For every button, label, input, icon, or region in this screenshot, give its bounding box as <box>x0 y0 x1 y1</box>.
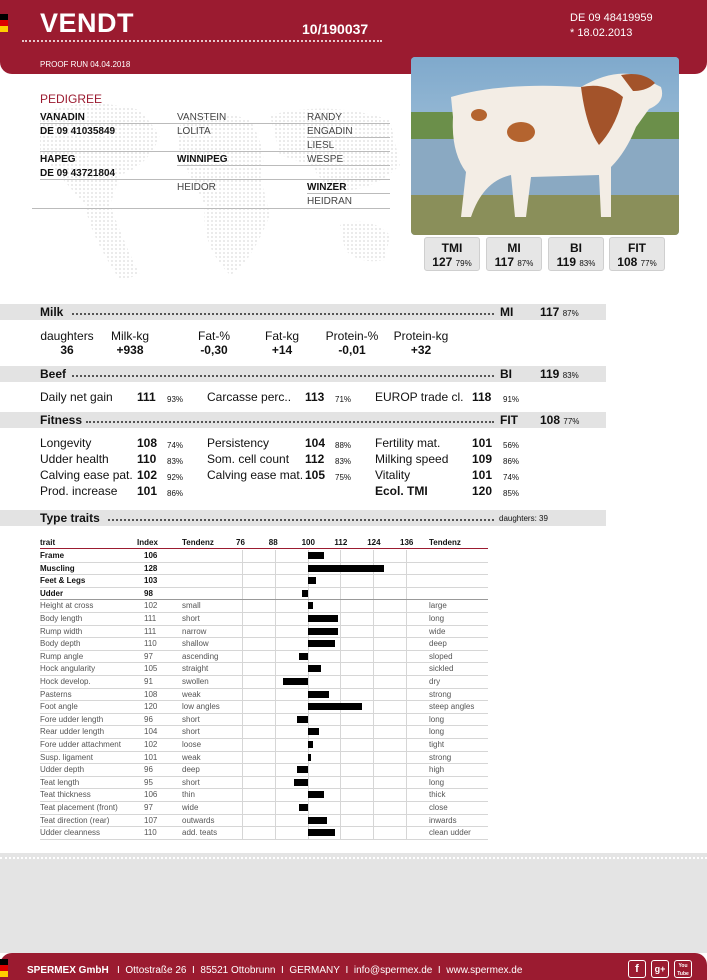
fitness-item-pct: 85% <box>503 489 520 498</box>
fitness-item-pct: 56% <box>503 441 520 450</box>
trait-name: Frame <box>40 551 65 560</box>
index-value: 119 <box>556 255 576 269</box>
scale-tick-label: 100 <box>301 538 315 547</box>
trait-bar <box>297 766 308 773</box>
sire-dam: LOLITA <box>177 125 211 137</box>
tendency-low: shallow <box>182 639 209 649</box>
fitness-item-label: Persistency <box>207 436 270 450</box>
trait-name: Udder depth <box>40 765 85 775</box>
tendency-low: outwards <box>182 815 215 825</box>
index-value: 117 <box>494 255 514 269</box>
trait-index: 108 <box>144 689 158 699</box>
dam-sire-dam: WESPE <box>307 153 344 165</box>
street: Ottostraße 26 <box>125 965 187 976</box>
youtube-icon[interactable]: You Tube <box>674 960 692 978</box>
table-row <box>40 563 488 576</box>
index-pct: 87% <box>517 259 534 268</box>
sire-name: VANADIN <box>40 111 85 123</box>
fitness-item-pct: 92% <box>167 473 184 482</box>
city: 85521 Ottobrunn <box>200 965 276 976</box>
index-value-block <box>610 255 664 269</box>
tendency-high: clean udder <box>429 828 471 838</box>
label: Fat-kg <box>264 329 299 343</box>
section-value-block <box>540 367 579 381</box>
footer <box>0 953 707 980</box>
dot-leader <box>72 313 494 315</box>
bottom-dots <box>0 857 707 859</box>
website-link[interactable]: www.spermex.de <box>446 965 523 976</box>
table-row <box>40 714 488 727</box>
index-box-bi <box>548 237 604 271</box>
table-row <box>40 739 488 752</box>
table-row <box>40 789 488 802</box>
tendency-low: loose <box>182 740 202 749</box>
proof-run: PROOF RUN 04.04.2018 <box>40 60 131 69</box>
bull-photo <box>411 57 679 235</box>
dam-dam-dam: HEIDRAN <box>307 195 353 207</box>
trait-name: Rump width <box>40 626 83 636</box>
table-row <box>40 600 488 613</box>
trait-name: Rear udder length <box>40 727 105 737</box>
milk-fat-kg <box>258 329 306 357</box>
tendency-low: ascending <box>182 651 219 661</box>
fitness-section-bar <box>0 412 606 428</box>
table-row <box>40 726 488 739</box>
label: Milk-kg <box>111 329 149 343</box>
bull-reg-block <box>570 11 653 41</box>
trait-name: Hock develop. <box>40 677 91 686</box>
trait-bar <box>294 779 308 786</box>
value: -0,01 <box>338 343 366 357</box>
fitness-item-value: 101 <box>137 484 158 498</box>
scale-tick-label: 124 <box>367 538 381 547</box>
col-tendency-low-header: Tendenz <box>182 538 214 547</box>
table-row <box>40 651 488 664</box>
section-value: 119 <box>540 367 560 381</box>
fitness-item-label: Som. cell count <box>207 452 290 466</box>
dam-dam-sire: HEIDOR <box>177 181 216 193</box>
divider <box>40 179 390 180</box>
pedigree-row <box>40 110 390 124</box>
trait-bar <box>308 665 322 672</box>
pedigree-row <box>40 166 390 180</box>
pedigree-row <box>40 152 390 166</box>
fitness-item-label: Calving ease pat. <box>40 468 133 482</box>
trait-bar <box>308 741 313 748</box>
divider <box>32 208 390 209</box>
footer-address: SPERMEX GmbH I Ottostraße 26 I 85521 Ottobrunn I GERMANY I info@spermex.de I www.spermex.de <box>27 965 523 976</box>
trait-name: Muscling <box>40 563 75 573</box>
index-value-block <box>487 255 541 269</box>
pedigree-row <box>40 194 390 208</box>
section-value: 117 <box>540 305 560 319</box>
table-row <box>40 550 488 563</box>
table-row <box>40 588 488 601</box>
fitness-item-value: 105 <box>305 468 326 482</box>
beef-item-pct: 91% <box>503 395 520 404</box>
table-row <box>40 827 488 840</box>
trait-index: 97 <box>144 651 153 661</box>
tendency-low: swollen <box>182 677 209 686</box>
col-tendency-high-header: Tendenz <box>429 538 461 547</box>
divider <box>307 193 390 194</box>
tendency-low: wide <box>182 803 199 812</box>
table-row <box>40 613 488 626</box>
milk-daughters <box>40 329 94 357</box>
trait-name: Fore udder length <box>40 714 104 724</box>
sire-sire: VANSTEIN <box>177 111 227 123</box>
index-label: MI <box>507 241 521 255</box>
fitness-item-pct: 86% <box>167 489 184 498</box>
label: Protein-kg <box>393 329 449 343</box>
fitness-item-label: Udder health <box>40 452 109 466</box>
trait-index: 106 <box>144 551 158 560</box>
section-value-block <box>540 413 579 427</box>
section-title: Beef <box>40 367 67 381</box>
bottom-blank-area <box>0 853 707 953</box>
trait-bar <box>308 640 335 647</box>
country: GERMANY <box>289 965 340 976</box>
trait-bar <box>308 628 338 635</box>
pedigree-title: PEDIGREE <box>40 92 103 106</box>
divider <box>40 151 390 152</box>
trait-bar <box>308 552 324 559</box>
section-code: BI <box>500 367 512 381</box>
table-row <box>40 575 488 588</box>
table-row <box>40 815 488 828</box>
fitness-item-value: 102 <box>137 468 158 482</box>
scale-tick-label: 76 <box>236 538 245 547</box>
type-daughters: daughters: 39 <box>499 514 548 523</box>
tendency-low: deep <box>182 765 200 775</box>
section-title: Fitness <box>40 413 83 427</box>
trait-index: 96 <box>144 714 153 724</box>
index-pct: 83% <box>579 259 596 268</box>
tendency-high: wide <box>429 626 446 636</box>
tendency-low: narrow <box>182 626 207 636</box>
milk-milk-kg <box>106 329 154 357</box>
trait-index: 101 <box>144 752 158 762</box>
tendency-high: deep <box>429 639 447 649</box>
table-row <box>40 626 488 639</box>
index-value: 127 <box>432 255 453 269</box>
value: +32 <box>410 343 432 357</box>
trait-name: Rump angle <box>40 651 84 661</box>
trait-bar <box>308 602 313 609</box>
tendency-high: sickled <box>429 664 454 674</box>
trait-bar <box>308 703 363 710</box>
trait-bar <box>297 716 308 723</box>
divider <box>40 123 390 124</box>
tendency-low: short <box>182 777 200 787</box>
milk-section-bar <box>0 304 606 320</box>
section-value-block <box>540 305 579 319</box>
fitness-item-value: 101 <box>472 468 493 482</box>
section-value: 108 <box>540 413 561 427</box>
fitness-item-label: Ecol. TMI <box>375 484 428 498</box>
fitness-item-value: 110 <box>137 452 157 466</box>
fitness-item-value: 104 <box>305 436 326 450</box>
tendency-high: strong <box>429 752 452 762</box>
trait-index: 103 <box>144 576 158 586</box>
table-row <box>40 676 488 689</box>
fitness-item-pct: 74% <box>503 473 520 482</box>
section-code: FIT <box>500 413 518 427</box>
fitness-item-pct: 75% <box>335 473 352 482</box>
sire-dam-sire: ENGADIN <box>307 125 353 137</box>
col-index-header: Index <box>137 538 158 547</box>
trait-bar <box>308 829 335 836</box>
fitness-item-pct: 88% <box>335 441 352 450</box>
tendency-high: sloped <box>429 651 453 661</box>
scale-tick-label: 112 <box>334 538 348 547</box>
index-box-mi <box>486 237 542 271</box>
tendency-high: tight <box>429 740 445 749</box>
beef-item-value: 111 <box>137 390 156 404</box>
reg-number: DE 09 48419959 <box>570 12 653 24</box>
tendency-low: low angles <box>182 702 220 712</box>
beef-item-pct: 71% <box>335 395 352 404</box>
milk-fat-pct <box>188 329 240 357</box>
trait-bar <box>308 565 385 572</box>
fitness-item-label: Calving ease mat. <box>207 468 304 482</box>
tendency-low: weak <box>182 689 201 699</box>
milk-protein-pct <box>323 329 381 357</box>
dam-sire-sire: WINNIPEG <box>177 153 228 165</box>
fitness-item-pct: 83% <box>335 457 352 466</box>
trait-index: 96 <box>144 765 153 775</box>
fitness-item-value: 109 <box>472 452 493 466</box>
google-plus-icon[interactable]: g+ <box>651 960 669 978</box>
section-pct: 87% <box>562 309 579 318</box>
tendency-high: long <box>429 714 445 724</box>
trait-bar <box>308 577 316 584</box>
beef-item-value: 118 <box>472 390 492 404</box>
index-pct: 79% <box>455 259 472 268</box>
fitness-item-label: Milking speed <box>375 452 449 466</box>
company-name: SPERMEX GmbH <box>27 965 109 976</box>
dam-sire-name: HAPEG <box>40 153 76 165</box>
tendency-high: close <box>429 803 448 812</box>
index-value-block <box>425 255 479 269</box>
sire-sire-sire: RANDY <box>307 111 343 123</box>
label: daughters <box>40 329 94 343</box>
tendency-high: large <box>429 601 447 611</box>
trait-index: 104 <box>144 727 158 737</box>
pedigree-row <box>40 180 390 194</box>
beef-item-label: Carcasse perc.. <box>207 390 292 404</box>
beef-section-bar <box>0 366 606 382</box>
trait-bar <box>308 754 311 761</box>
fitness-item-value: 108 <box>137 436 158 450</box>
index-pct: 77% <box>640 259 657 268</box>
index-label: FIT <box>628 241 646 255</box>
trait-bar <box>308 728 319 735</box>
trait-name: Feet & Legs <box>40 576 86 586</box>
trait-bar <box>299 653 307 660</box>
trait-name: Teat thickness <box>40 790 91 800</box>
trait-index: 111 <box>144 614 157 623</box>
table-row <box>40 752 488 765</box>
fitness-item-pct: 86% <box>503 457 520 466</box>
trait-index: 98 <box>144 588 153 598</box>
trait-bar <box>283 678 308 685</box>
pedigree-row <box>40 124 390 138</box>
trait-index: 111 <box>144 626 157 636</box>
tendency-high: strong <box>429 689 452 699</box>
tendency-low: short <box>182 614 200 623</box>
bull-id: 10/190037 <box>302 21 369 37</box>
type-traits-section-bar <box>0 510 606 526</box>
tendency-low: short <box>182 714 200 724</box>
bull-name: VENDT <box>40 8 135 38</box>
index-value-block <box>549 255 603 269</box>
divider <box>307 137 390 138</box>
header-underline <box>40 548 488 549</box>
value: 36 <box>60 343 74 357</box>
beef-item-label: Daily net gain <box>40 390 113 404</box>
pedigree-row <box>40 138 390 152</box>
tendency-high: long <box>429 727 445 737</box>
trait-name: Pasterns <box>40 689 72 699</box>
trait-name: Fore udder attachment <box>40 740 121 749</box>
scale-tick-label: 136 <box>400 538 414 547</box>
section-title: Milk <box>40 305 64 319</box>
tendency-high: inwards <box>429 815 457 825</box>
fitness-item-label: Prod. increase <box>40 484 118 498</box>
trait-name: Foot angle <box>40 702 78 712</box>
fitness-item-value: 112 <box>305 452 325 466</box>
dam-sire-reg: DE 09 43721804 <box>40 167 116 179</box>
table-row <box>40 802 488 815</box>
trait-index: 110 <box>144 639 157 649</box>
header-dots <box>22 40 382 42</box>
facebook-icon[interactable]: f <box>628 960 646 978</box>
sire-dam-dam: LIESL <box>307 139 335 151</box>
beef-item-value: 113 <box>305 390 325 404</box>
fitness-item-value: 120 <box>472 484 493 498</box>
trait-bar <box>308 817 327 824</box>
trait-index: 97 <box>144 803 153 812</box>
tendency-low: add. teats <box>182 828 218 838</box>
index-box-fit <box>609 237 665 271</box>
trait-bar <box>299 804 307 811</box>
trait-name: Susp. ligament <box>40 752 93 762</box>
trait-name: Body length <box>40 614 83 623</box>
table-row <box>40 777 488 790</box>
tendency-high: dry <box>429 677 441 686</box>
table-row <box>40 638 488 651</box>
trait-index: 105 <box>144 664 158 674</box>
trait-index: 107 <box>144 815 158 825</box>
value: +14 <box>271 343 293 357</box>
beef-item-label: EUROP trade cl. <box>375 390 464 404</box>
trait-name: Body depth <box>40 639 81 649</box>
dot-leader <box>72 375 494 377</box>
tendency-low: thin <box>182 790 195 800</box>
section-title: Type traits <box>40 511 100 525</box>
index-label: BI <box>570 241 582 255</box>
dot-leader <box>108 519 494 521</box>
scale-tick-label: 88 <box>268 538 278 547</box>
trait-bar <box>308 691 330 698</box>
birth-date: * 18.02.2013 <box>570 27 633 39</box>
sire-reg: DE 09 41035849 <box>40 125 116 137</box>
table-row <box>40 663 488 676</box>
section-pct: 83% <box>562 371 579 380</box>
index-value: 108 <box>617 255 638 269</box>
section-code: MI <box>500 305 514 319</box>
tendency-low: weak <box>182 752 201 762</box>
label: Fat-% <box>197 329 230 343</box>
trait-index: 102 <box>144 601 158 611</box>
fitness-item-label: Longevity <box>40 436 92 450</box>
index-box-tmi <box>424 237 480 271</box>
fitness-item-value: 101 <box>472 436 493 450</box>
tendency-high: thick <box>429 790 446 800</box>
flag-gold <box>0 26 8 32</box>
trait-bar <box>302 590 307 597</box>
table-row <box>40 764 488 777</box>
tendency-high: long <box>429 777 445 787</box>
divider <box>177 165 390 166</box>
trait-index: 110 <box>144 828 157 838</box>
trait-name: Teat direction (rear) <box>40 815 110 825</box>
trait-index: 120 <box>144 702 158 712</box>
dam-dam-sire-sire: WINZER <box>307 181 347 193</box>
section-pct: 77% <box>563 417 580 426</box>
trait-name: Height at cross <box>40 601 94 611</box>
tendency-high: long <box>429 614 445 623</box>
flag-gold <box>0 971 8 977</box>
col-trait-header: trait <box>40 538 56 547</box>
trait-name: Hock angularity <box>40 664 96 674</box>
milk-protein-kg <box>390 329 452 357</box>
tendency-high: high <box>429 765 445 775</box>
table-row <box>40 689 488 702</box>
tendency-low: straight <box>182 664 209 674</box>
trait-name: Teat placement (front) <box>40 803 118 812</box>
fitness-item-label: Vitality <box>375 468 411 482</box>
table-row <box>40 701 488 714</box>
trait-bar <box>308 615 338 622</box>
tendency-low: small <box>182 601 201 611</box>
index-label: TMI <box>441 241 463 255</box>
trait-index: 102 <box>144 740 158 749</box>
value: +938 <box>116 343 144 357</box>
trait-index: 128 <box>144 563 158 573</box>
trait-index: 95 <box>144 777 153 787</box>
trait-name: Udder cleanness <box>40 828 101 838</box>
beef-item-pct: 93% <box>167 395 184 404</box>
trait-name: Teat length <box>40 777 80 787</box>
email-link[interactable]: info@spermex.de <box>353 965 433 976</box>
tendency-high: steep angles <box>429 702 475 712</box>
trait-bar <box>308 791 324 798</box>
fitness-item-label: Fertility mat. <box>375 436 441 450</box>
fitness-item-pct: 74% <box>167 441 184 450</box>
trait-index: 91 <box>144 677 153 686</box>
value: -0,30 <box>200 343 228 357</box>
fitness-item-pct: 83% <box>167 457 184 466</box>
trait-name: Udder <box>40 588 64 598</box>
trait-index: 106 <box>144 790 158 800</box>
dot-leader <box>86 421 494 423</box>
tendency-low: short <box>182 727 200 737</box>
label: Protein-% <box>325 329 379 343</box>
